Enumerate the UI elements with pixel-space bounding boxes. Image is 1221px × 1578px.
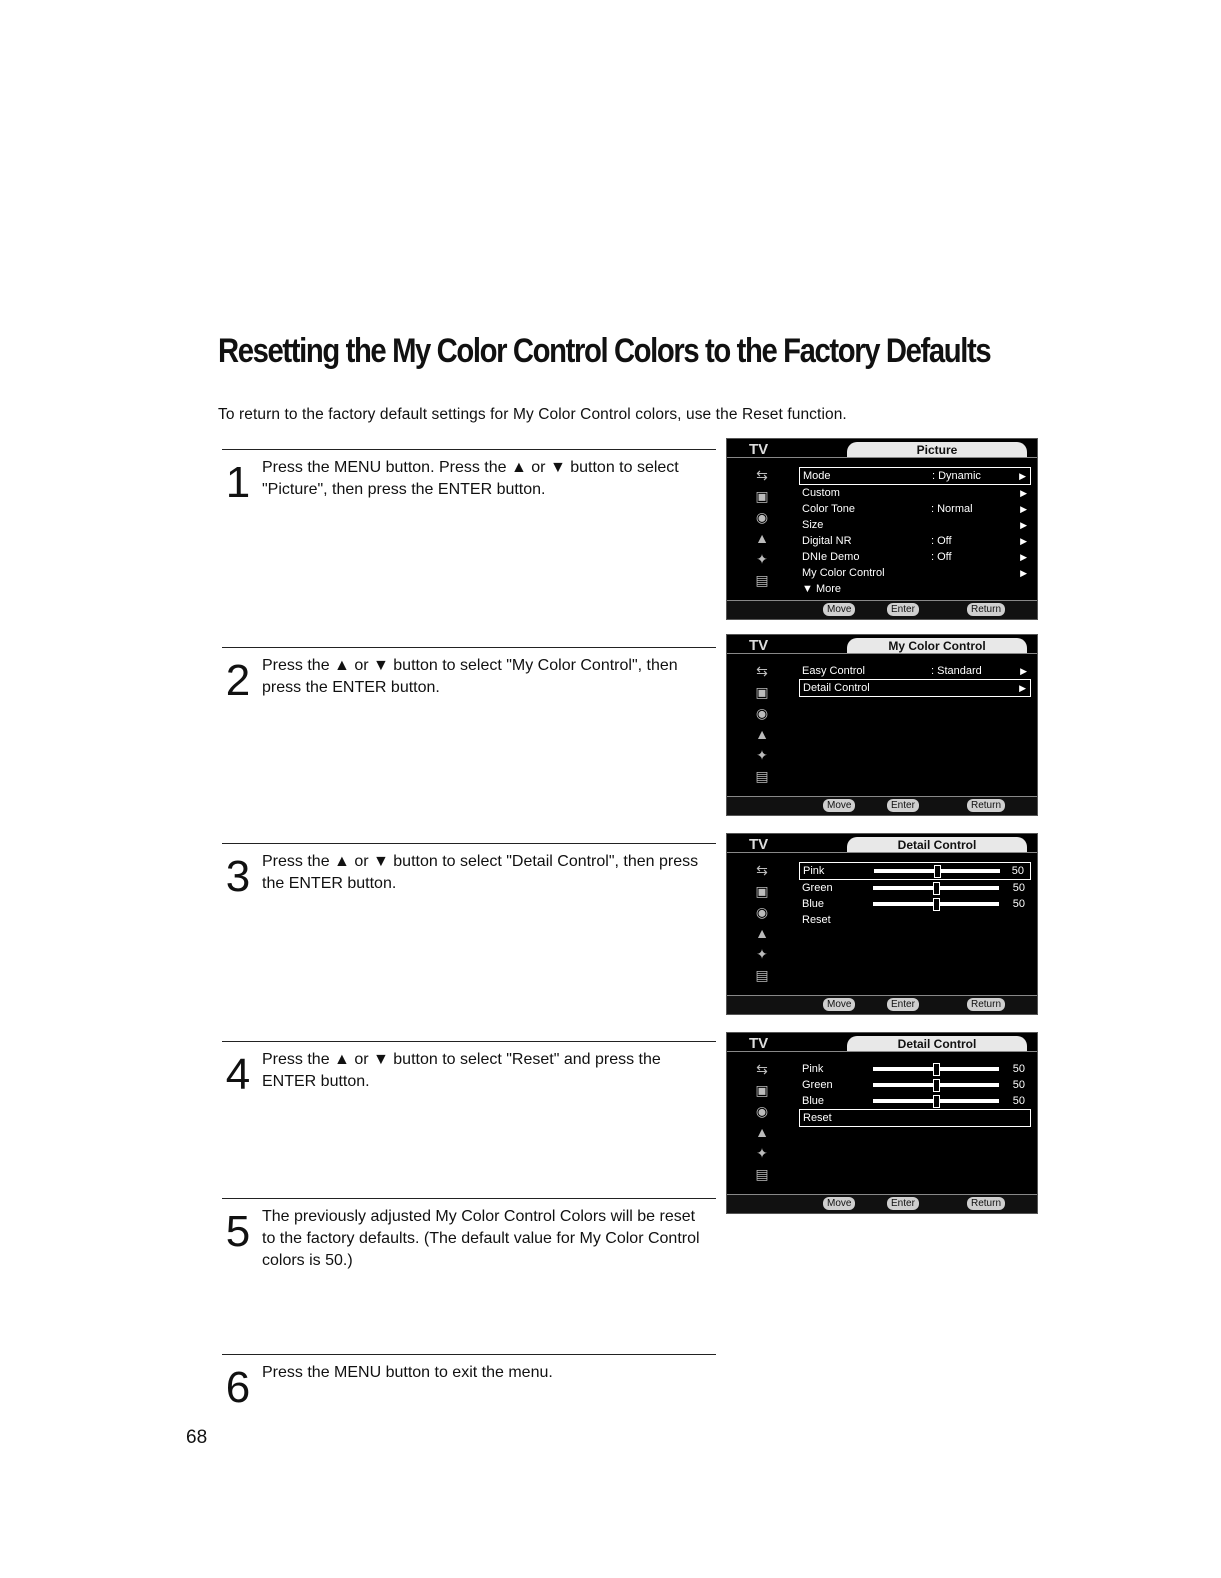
- osd-row-blue[interactable]: Blue 50: [802, 898, 1025, 910]
- osd-row-more[interactable]: ▼ More: [802, 583, 842, 595]
- setup-icon: ✦: [756, 551, 768, 567]
- osd-screen-detail-control: [726, 833, 1038, 1015]
- osd-menu-title: Picture: [847, 442, 1027, 458]
- step-text: Press the ▲ or ▼ button to select "Detail Control", then press the ENTER button.: [262, 853, 699, 892]
- intro-text: To return to the factory default settings for My Color Control colors, use the Reset function.: [218, 406, 847, 423]
- step-3: [222, 843, 716, 993]
- return-hint: Return: [967, 603, 1005, 616]
- input-icon: ⇆: [756, 1061, 768, 1077]
- step-divider: [222, 843, 716, 844]
- osd-screen-detail-control-reset: [726, 1032, 1038, 1214]
- osd-icon-column: [749, 467, 775, 593]
- step-number: 6: [225, 1363, 251, 1412]
- input-icon: ⇆: [756, 862, 768, 878]
- tv-label: TV: [749, 836, 769, 853]
- step-text: Press the ▲ or ▼ button to select "My Color Control", then press the ENTER button.: [262, 657, 678, 696]
- osd-row-size[interactable]: Size ▶: [802, 519, 1027, 531]
- arrow-right-icon: ▶: [1020, 536, 1027, 546]
- arrow-right-icon: ▶: [1020, 520, 1027, 530]
- return-hint: Return: [967, 998, 1005, 1011]
- picture-icon: ▣: [755, 488, 769, 504]
- arrow-right-icon: ▶: [1019, 471, 1026, 481]
- step-number: 5: [225, 1207, 251, 1256]
- input-icon: ⇆: [756, 467, 768, 483]
- step-number: 4: [225, 1050, 251, 1099]
- move-hint: Move: [823, 603, 855, 616]
- arrow-right-icon: ▶: [1019, 683, 1026, 693]
- osd-row-pink[interactable]: Pink 50: [802, 1063, 1025, 1075]
- tv-icon: ▤: [755, 967, 769, 983]
- return-hint: Return: [967, 1197, 1005, 1210]
- tv-icon: ▤: [755, 768, 769, 784]
- osd-row-blue[interactable]: Blue 50: [802, 1095, 1025, 1107]
- tv-icon: ▤: [755, 1166, 769, 1182]
- slider-knob[interactable]: [933, 1095, 940, 1108]
- page-title: Resetting the My Color Control Colors to the Factory Defaults: [218, 332, 991, 370]
- slider-knob[interactable]: [933, 1063, 940, 1076]
- step-5: [222, 1198, 716, 1308]
- page-number: 68: [186, 1427, 208, 1448]
- osd-screen-my-color-control: [726, 634, 1038, 816]
- step-number: 3: [225, 852, 251, 901]
- picture-icon: ▣: [755, 1082, 769, 1098]
- osd-row-easy-control[interactable]: Easy Control : Standard ▶: [802, 665, 1027, 677]
- step-text: Press the MENU button. Press the ▲ or ▼ button to select "Picture", then press the ENTER button.: [262, 459, 679, 498]
- osd-row-digital-nr[interactable]: Digital NR : Off ▶: [802, 535, 1027, 547]
- osd-screen-picture: [726, 438, 1038, 620]
- slider-knob[interactable]: [934, 865, 941, 878]
- osd-row-pink[interactable]: Pink 50: [799, 862, 1031, 880]
- slider-knob[interactable]: [933, 1079, 940, 1092]
- step-text: The previously adjusted My Color Control Colors will be reset to the factory defaults. (The default value for My Color Control colors is 50.): [262, 1208, 700, 1269]
- tv-label: TV: [749, 441, 769, 458]
- move-hint: Move: [823, 998, 855, 1011]
- input-icon: ⇆: [756, 663, 768, 679]
- tv-label: TV: [749, 637, 769, 654]
- osd-row-color-tone[interactable]: Color Tone : Normal ▶: [802, 503, 1027, 515]
- setup-icon: ✦: [756, 946, 768, 962]
- enter-hint: Enter: [887, 603, 919, 616]
- osd-footer: [727, 600, 1037, 619]
- osd-row-green[interactable]: Green 50: [802, 1079, 1025, 1091]
- step-divider: [222, 449, 716, 450]
- return-hint: Return: [967, 799, 1005, 812]
- osd-row-reset[interactable]: Reset: [802, 914, 831, 926]
- step-number: 2: [225, 656, 251, 705]
- slider-knob[interactable]: [933, 882, 940, 895]
- setup-icon: ✦: [756, 1145, 768, 1161]
- step-text: Press the MENU button to exit the menu.: [262, 1364, 553, 1381]
- osd-icon-column: [749, 1061, 775, 1187]
- channel-icon: ▲: [755, 530, 769, 546]
- arrow-right-icon: ▶: [1020, 552, 1027, 562]
- channel-icon: ▲: [755, 1124, 769, 1140]
- sound-icon: ◉: [755, 1103, 769, 1119]
- osd-row-mode[interactable]: Mode : Dynamic ▶: [799, 467, 1031, 485]
- picture-icon: ▣: [755, 883, 769, 899]
- step-4: [222, 1041, 716, 1191]
- osd-icon-column: [749, 862, 775, 988]
- move-hint: Move: [823, 1197, 855, 1210]
- arrow-right-icon: ▶: [1020, 488, 1027, 498]
- sound-icon: ◉: [755, 705, 769, 721]
- channel-icon: ▲: [755, 925, 769, 941]
- osd-row-reset[interactable]: Reset: [799, 1109, 1031, 1127]
- osd-row-my-color-control[interactable]: My Color Control ▶: [802, 567, 1027, 579]
- osd-footer: [727, 995, 1037, 1014]
- step-divider: [222, 1354, 716, 1355]
- osd-menu-title: Detail Control: [847, 1036, 1027, 1052]
- osd-footer: [727, 1194, 1037, 1213]
- osd-footer: [727, 796, 1037, 815]
- osd-menu-title: Detail Control: [847, 837, 1027, 853]
- move-hint: Move: [823, 799, 855, 812]
- picture-icon: ▣: [755, 684, 769, 700]
- slider-knob[interactable]: [933, 898, 940, 911]
- enter-hint: Enter: [887, 998, 919, 1011]
- step-divider: [222, 1198, 716, 1199]
- sound-icon: ◉: [755, 904, 769, 920]
- step-6: [222, 1354, 716, 1424]
- tv-label: TV: [749, 1035, 769, 1052]
- arrow-right-icon: ▶: [1020, 666, 1027, 676]
- osd-row-dnie-demo[interactable]: DNIe Demo : Off ▶: [802, 551, 1027, 563]
- step-2: [222, 647, 716, 797]
- arrow-right-icon: ▶: [1020, 568, 1027, 578]
- step-number: 1: [225, 458, 251, 507]
- osd-row-green[interactable]: Green 50: [802, 882, 1025, 894]
- step-1: [222, 449, 716, 599]
- osd-icon-column: [749, 663, 775, 789]
- step-divider: [222, 1041, 716, 1042]
- sound-icon: ◉: [755, 509, 769, 525]
- osd-row-custom[interactable]: Custom ▶: [802, 487, 1027, 499]
- arrow-right-icon: ▶: [1020, 504, 1027, 514]
- enter-hint: Enter: [887, 1197, 919, 1210]
- osd-row-detail-control[interactable]: Detail Control ▶: [799, 679, 1031, 697]
- channel-icon: ▲: [755, 726, 769, 742]
- tv-icon: ▤: [755, 572, 769, 588]
- setup-icon: ✦: [756, 747, 768, 763]
- osd-menu-title: My Color Control: [847, 638, 1027, 654]
- enter-hint: Enter: [887, 799, 919, 812]
- step-text: Press the ▲ or ▼ button to select "Reset" and press the ENTER button.: [262, 1051, 661, 1090]
- step-divider: [222, 647, 716, 648]
